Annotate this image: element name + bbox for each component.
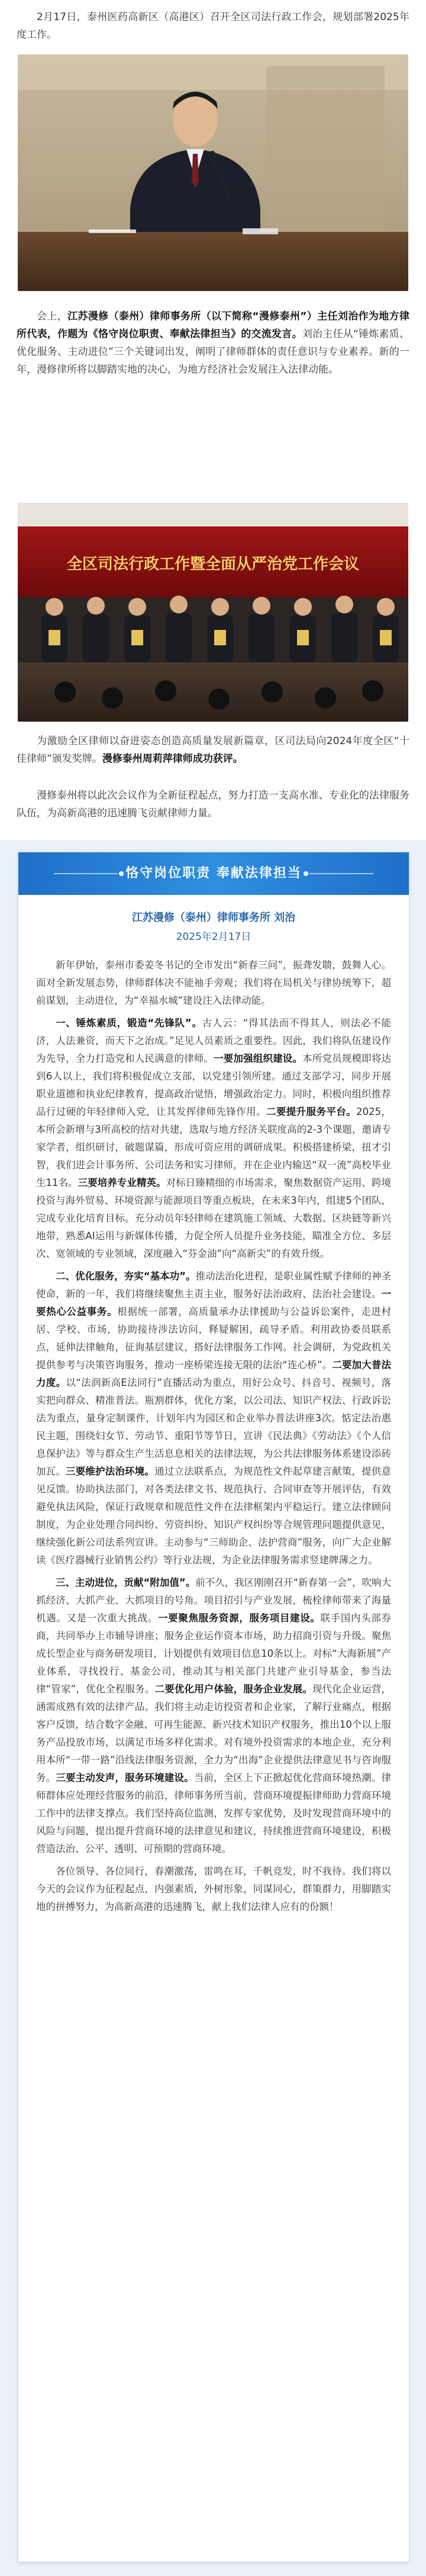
intro-text-2b: 江苏漫修（泰州）律师事务所（以下简称“漫修泰州”）主任刘治作为地方律所代表，作题为《恪守岗位职责、奉献法律担当》的交流发言。 <box>17 311 409 340</box>
speech-date: 2025年2月17日 <box>176 931 251 943</box>
news-section <box>0 0 426 834</box>
intro-text-3a: 为激励全区律师以奋进姿态创造高质量发展新篇章，区司法局向2024年度全区“十佳律师”颁发奖牌。 <box>17 735 409 765</box>
award-ceremony-photo <box>18 503 408 722</box>
intro-text-2a: 会上， <box>37 311 68 322</box>
speaker-photo-image <box>18 54 408 291</box>
speech-header-title: 恪守岗位职责 奉献法律担当 <box>125 866 302 881</box>
speech-byline: 江苏漫修（泰州）律师事务所 刘治 <box>131 912 296 924</box>
intro-text-2c: 刘治主任从“锤炼素质、优化服务、主动进位”三个关键词出发，阐明了律师群体的责任意识与专业素养。新的一年，漫修律所将以脚踏实地的决心，为地方经济社会发展注入法律动能。 <box>17 328 410 376</box>
speech-section <box>0 840 426 2576</box>
intro-paragraph-4 <box>17 787 409 822</box>
header-right-ornament-icon <box>302 870 373 877</box>
speech-paragraph: 二、优化服务，夯实“基本功”。推动法治化进程，是职业属性赋予律师的神圣使命，新的一年，我们将继续聚焦主责主业，服务好法治政府、法治社会建设。一要热心公益事务。根据统一部署，高质量承办法律援助与公益诉讼案件，走进村居、学校、市场，协助接待涉法访问，释疑解困，疏导矛盾。利用政协委员联系点，延伸法律触角，征询基层建议，搭好法律服务工作网。社会调研，为党政机关提供参考与决策咨询服务，推动一座桥梁连接无限的法治“连心桥”。二要加大普法力度。以“法润新高E法同行”直播活动为重点，用好公众号、抖音号、视频号，落实把向群众、精准普法。瓶割群体，优化方案，以公司法、知识产权法、行政诉讼法为重点，量身定制课件，计划年内为园区和企业举办普法讲座3次。惦定法治惠民主题，围绕妇女节、劳动节、重阳节等节日，宣讲《民法典》《劳动法》《个人信息保护法》等与群众生产生活息息相关的法律法规，为公共法律服务体系建设添砖加瓦。三要维护法治环境。通过立法联系点，为规范性文件起草建言献策，提供意见反馈。协助执法部门，对各类法律文书、规范执行、合同审查等开展评估，有效避免执法风险，保证行政规章和规范性文件在法律框架内平稳运行。建立法律顾问制度，为企业处理合同纠纷、劳资纠纷、知识产权纠纷等合规管理问题提供意见，继续强化新公司法系列宣讲。主动参与“三师助企、法护营商”服务，向广大企业解读《医疗器械行业销售公约》等行业法规，为企业法律服务需求竖建牌薄之力。 <box>36 1271 392 1566</box>
speech-paragraph: 各位领导、各位同行，春潮激荡，雷鸣在耳，千帆竞发，时不我待。我们将以今天的会议作为征程起点，内强素质，外树形象，同谋同心，群策群力，用脚踏实地的拼搏努力，为高新高港的迅速腾飞，献上我们法律人应有的份额！ <box>36 1866 391 1912</box>
award-ceremony-image <box>18 503 408 722</box>
speech-paragraph: 新年伊始，泰州市委姜冬书记的全市发出“新春三问”，振聋发聩，鼓舞人心。面对全新发展态势，律师群体决不能袖手旁观；我们将在局机关与律协统筹下，超前谋划，主动进位，为“幸福水城”建设注入法律动能。 <box>36 959 391 1006</box>
intro-text-3b: 漫修泰州周莉萍律师成功获评。 <box>102 753 243 765</box>
speech-paragraph: 一、锤炼素质，锻造“先锋队”。古人云：“得其法而不得其人，则法必不能济，人法兼资，而天下之治成。”足见人员素质之重要性。因此，我们将队伍建设作为先导，全力打造党和人民满意的律师。一要加强组织建设。本所党员规模即将达到6人以上，我们将积极促成立支部，以党建引领所建。通过支部学习，同步开展职业道德和执业纪律教育，提高政治觉悟，增强政治定力。同时，积极向组织推荐品行过硬的年轻律师入党，让其发挥律师先锋作用。二要提升服务平台。2025，本所会新增与3所高校的结对共建，选取与地方经济关联度高的2-3个课题，邀请专家学者，组织研讨，破题谋篇，形成可资应用的调研成果。积极搭建桥梁，扭才引智，我们进会计事务所、公司法务和实习律师，并在企业内输送“双一流”高校毕业生11名。三要培养专业精英。对标日臻精细的市场需求，聚焦数据资产运用、跨境投资与海外贸易、环境资源与能源项目等重点板块，在未来3年内，组建5个团队，完成专业化培育目标。充分动员年轻律师在建筑施工领域、大数据、区块链等新兴地带，熟悉AI运用与新媒体传播，力促全所人员提升业务技能，瞄准全方位、多层次、宽领域的专业领域，深度融入“芬金油”向“高新尖”的有效升级。 <box>36 1017 392 1259</box>
speech-header-bar <box>18 852 409 895</box>
intro-text-4: 漫修泰州将以此次会议作为全新征程起点，努力打造一支高水准、专业化的法律服务队伍，为高新高港的迅速腾飞贡献律师力量。 <box>17 790 409 819</box>
intro-paragraph-1 <box>17 8 409 44</box>
intro-paragraph-2 <box>17 308 409 379</box>
speech-body <box>36 956 391 1916</box>
intro-text-1: 2月17日，泰州医药高新区（高港区）召开全区司法行政工作会，规划部署2025年度工作。 <box>17 11 409 41</box>
meeting-banner-text: 全区司法行政工作暨全面从严治党工作会议 <box>66 555 360 573</box>
speech-card <box>18 852 409 2562</box>
intro-paragraph-3 <box>17 732 409 768</box>
speech-paragraph: 三、主动进位，贡献“附加值”。前不久，我区刚刚召开“新春第一会”，吹响大抓经济、大抓产业、大抓项目的号角。项目招引与产业发展，梳栓律师带来了海量机遇。又是一次重大挑战。一要聚焦服务资源，服务项目建设。联手国内头部券商，共同举办上市辅导讲座；服务企业运作资本市场，助力招商引资与升级。聚焦成长型企业与商务研发项目，计划提供有效项目信息10条以上。对标“大海新展”产业体系，寻找投行、基金公司，推动其与相关部门共建产业引导基金，参当法律“管家”，优化全程服务。二要优化用户体验，服务企业发展。现代化企业运营，涵需成熟有效的法律产品。我们将主动走访投资者和企业家，了解行业痛点，根据客户反馈，结合数字金融、可再生能源、新兴技术知识产权服务，推出10个以上服务产品投放市场，以满足市场多样化需求。对有境外投资需求的本地企业，充分利用本所“一带一路”沿线法律服务资源，全力为“出海”企业提供法律意见书与咨询服务。三要主动发声，服务环境建设。当前，全区上下正掀起优化营商环境热潮。律师群体应处理经营服务的前沿，律师事务所当前，营商环境提振律师助力营商环境工作中的法律支撑点。我们坚持高位监测，发挥专家优势，及时发现营商环境中的风险与问题，提出提升营商环境的法律意见和建议，持续推进营商环境建设，积极营造法治、公平、透明、可预期的营商环境。 <box>36 1577 392 1854</box>
speaker-photo <box>18 54 408 291</box>
